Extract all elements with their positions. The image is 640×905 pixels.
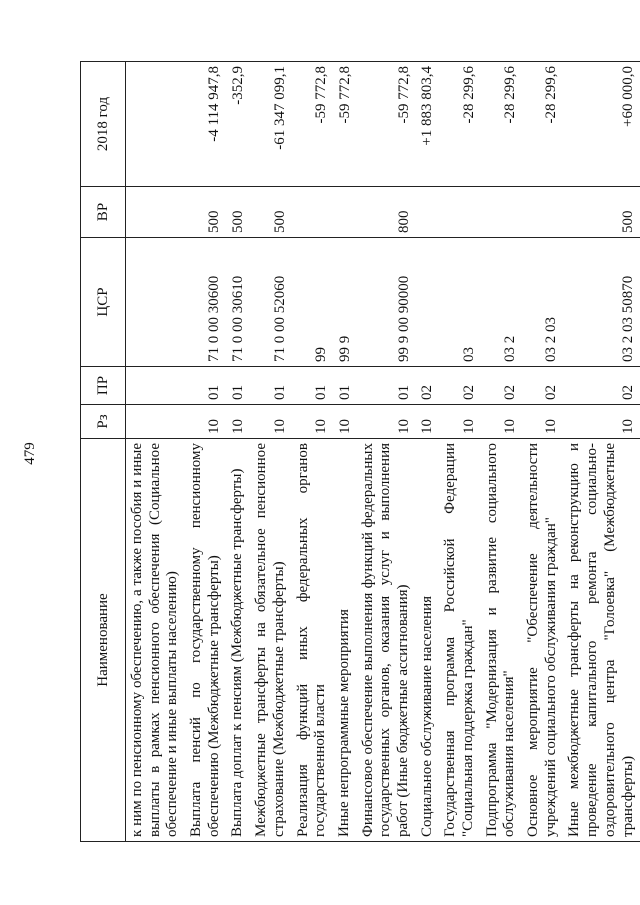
page-number: 479 (21, 442, 38, 465)
row-rz: 10 (416, 405, 440, 439)
header-csr: ЦСР (81, 238, 126, 367)
row-amount (126, 62, 186, 187)
table-row (126, 62, 186, 842)
row-rz: 10 (481, 405, 522, 439)
row-vr: 500 (226, 187, 250, 238)
row-amount: -59 772,8 (357, 62, 416, 187)
row-csr: 99 9 00 90000 (357, 238, 416, 367)
row-name: Межбюджетные трансферты на обязательное пенсионное страхование (Межбюджетные трансферты) (250, 439, 291, 842)
table-row (226, 62, 250, 842)
row-amount: -28 299,6 (522, 62, 563, 187)
rotated-table-container (80, 62, 637, 842)
row-name: Государственная программа Российской Федерации "Социальная поддержка граждан" (439, 439, 480, 842)
table-row (522, 62, 563, 842)
row-amount: -28 299,6 (481, 62, 522, 187)
row-pr: 02 (439, 367, 480, 405)
row-pr: 01 (226, 367, 250, 405)
header-amount: 2018 год (81, 62, 126, 187)
row-csr (416, 238, 440, 367)
row-pr: 02 (563, 367, 640, 405)
row-csr: 03 2 (481, 238, 522, 367)
row-amount: +1 883 803,4 (416, 62, 440, 187)
row-vr (333, 187, 357, 238)
row-rz: 10 (185, 405, 226, 439)
table-row (292, 62, 333, 842)
row-name: Финансовое обеспечение выполнения функций федеральных государственных органов, оказания услуг и выполнения работ (Иные бюджетные ассигнования) (357, 439, 416, 842)
table-row (333, 62, 357, 842)
row-pr: 01 (250, 367, 291, 405)
row-amount: -59 772,8 (333, 62, 357, 187)
table-row (185, 62, 226, 842)
table-row (481, 62, 522, 842)
row-name: Реализация функций иных федеральных органов государственной власти (292, 439, 333, 842)
row-rz: 10 (357, 405, 416, 439)
table-row (357, 62, 416, 842)
row-csr (126, 238, 186, 367)
row-vr (416, 187, 440, 238)
row-name: Социальное обслуживание населения (416, 439, 440, 842)
row-rz: 10 (250, 405, 291, 439)
row-csr: 71 0 00 52060 (250, 238, 291, 367)
row-amount: -59 772,8 (292, 62, 333, 187)
row-name: Основное мероприятие "Обеспечение деятельности учреждений социального обслуживания граждан" (522, 439, 563, 842)
row-pr (126, 367, 186, 405)
row-vr (292, 187, 333, 238)
header-rz: Рз (81, 405, 126, 439)
row-vr (126, 187, 186, 238)
row-pr: 01 (357, 367, 416, 405)
header-row (81, 62, 126, 842)
row-csr: 71 0 00 30600 (185, 238, 226, 367)
row-rz: 10 (333, 405, 357, 439)
table-row (416, 62, 440, 842)
row-rz (126, 405, 186, 439)
header-pr: ПР (81, 367, 126, 405)
row-pr: 02 (416, 367, 440, 405)
row-rz: 10 (563, 405, 640, 439)
row-pr: 02 (481, 367, 522, 405)
row-amount: +60 000,0 (563, 62, 640, 187)
budget-table (80, 61, 640, 842)
row-vr: 500 (185, 187, 226, 238)
header-name: Наименование (81, 439, 126, 842)
row-csr: 03 2 03 (522, 238, 563, 367)
row-csr: 03 2 03 50870 (563, 238, 640, 367)
row-amount: -352,9 (226, 62, 250, 187)
row-name: Иные межбюджетные трансферты на реконструкцию и проведение капитального ремонта социально-оздоровительного центра "Голоевка" (Межбюджетные трансферты) (563, 439, 640, 842)
row-csr: 99 (292, 238, 333, 367)
row-vr: 500 (563, 187, 640, 238)
row-pr: 01 (292, 367, 333, 405)
table-row (250, 62, 291, 842)
row-vr: 500 (250, 187, 291, 238)
row-amount: -28 299,6 (439, 62, 480, 187)
row-vr (439, 187, 480, 238)
table-row (563, 62, 640, 842)
row-rz: 10 (522, 405, 563, 439)
row-rz: 10 (226, 405, 250, 439)
row-amount: -61 347 099,1 (250, 62, 291, 187)
row-vr (481, 187, 522, 238)
row-name: к ним по пенсионному обеспечению, а также пособия и иные выплаты в рамках пенсионного обеспечения (Социальное обеспечение и иные выплаты населению) (126, 439, 186, 842)
row-amount: -4 114 947,8 (185, 62, 226, 187)
row-pr: 02 (522, 367, 563, 405)
row-vr (522, 187, 563, 238)
row-name: Выплата доплат к пенсиям (Межбюджетные трансферты) (226, 439, 250, 842)
row-csr: 03 (439, 238, 480, 367)
row-name: Иные непрограммные мероприятия (333, 439, 357, 842)
row-csr: 71 0 00 30610 (226, 238, 250, 367)
row-rz: 10 (292, 405, 333, 439)
row-name: Подпрограмма "Модернизация и развитие социального обслуживания населения" (481, 439, 522, 842)
row-csr: 99 9 (333, 238, 357, 367)
row-vr: 800 (357, 187, 416, 238)
row-pr: 01 (185, 367, 226, 405)
row-rz: 10 (439, 405, 480, 439)
row-pr: 01 (333, 367, 357, 405)
table-row (439, 62, 480, 842)
header-vr: ВР (81, 187, 126, 238)
row-name: Выплата пенсий по государственному пенсионному обеспечению (Межбюджетные трансферты) (185, 439, 226, 842)
